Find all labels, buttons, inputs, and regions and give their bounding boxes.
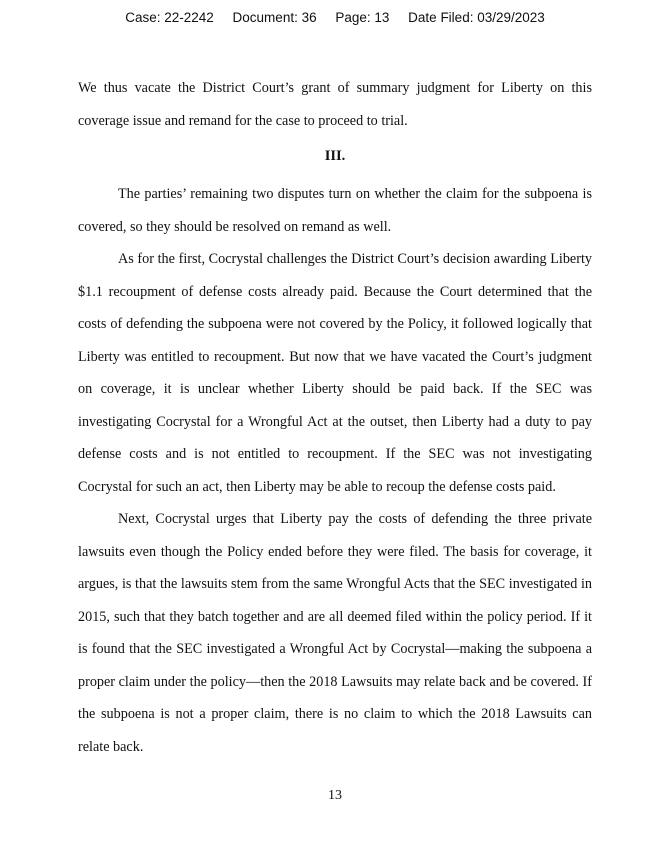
intro-paragraph: We thus vacate the District Court’s grant of summary judgment for Liberty on this coverage issue and remand for the case to proceed to trial. [78,80,592,129]
paragraph-private-lawsuits: Next, Cocrystal urges that Liberty pay the costs of defending the three private lawsuits even though the Policy ended before they were filed. The basis for coverage, it argues, is that the lawsuits stem from the same Wrongful Acts that the SEC investigated in 2015, such that they batch together and are all deemed filed within the policy period. If it is found that the SEC investigated a Wrongful Act by Cocrystal—making the subpoena a proper claim under the policy—then the 2018 Lawsuits may relate back and be covered. If the subpoena is not a proper claim, there is no claim to which the 2018 Lawsuits can relate back. [78,511,592,755]
section-heading: III. [324,148,346,164]
paragraph-recoupment: As for the first, Cocrystal challenges the District Court’s decision awarding Liberty $1.1 recoupment of defense costs already paid. Because the Court determined that the costs of defending the subpoena were not covered by the Policy, it followed logically that Liberty was entitled to recoupment. But now that we have vacated the Court’s judgment on coverage, it is unclear whether Liberty should be paid back. If the SEC was investigating Cocrystal for a Wrongful Act at the outset, then Liberty had a duty to pay defense costs and is not entitled to recoupment. If the SEC was not investigating Cocrystal for such an act, then Liberty may be able to recoup the defense costs paid. [78,251,592,495]
filing-header [0,10,670,25]
paragraph-remaining-disputes: The parties’ remaining two disputes turn on whether the claim for the subpoena is covered, so they should be resolved on remand as well. [78,186,592,235]
document-number: Document: 36 [232,10,317,25]
page-number: 13 [328,788,342,803]
main-body [78,178,592,763]
case-number: Case: 22-2242 [125,10,214,25]
date-filed: Date Filed: 03/29/2023 [408,10,545,25]
page-label: Page: 13 [335,10,390,25]
intro-block [78,72,592,137]
